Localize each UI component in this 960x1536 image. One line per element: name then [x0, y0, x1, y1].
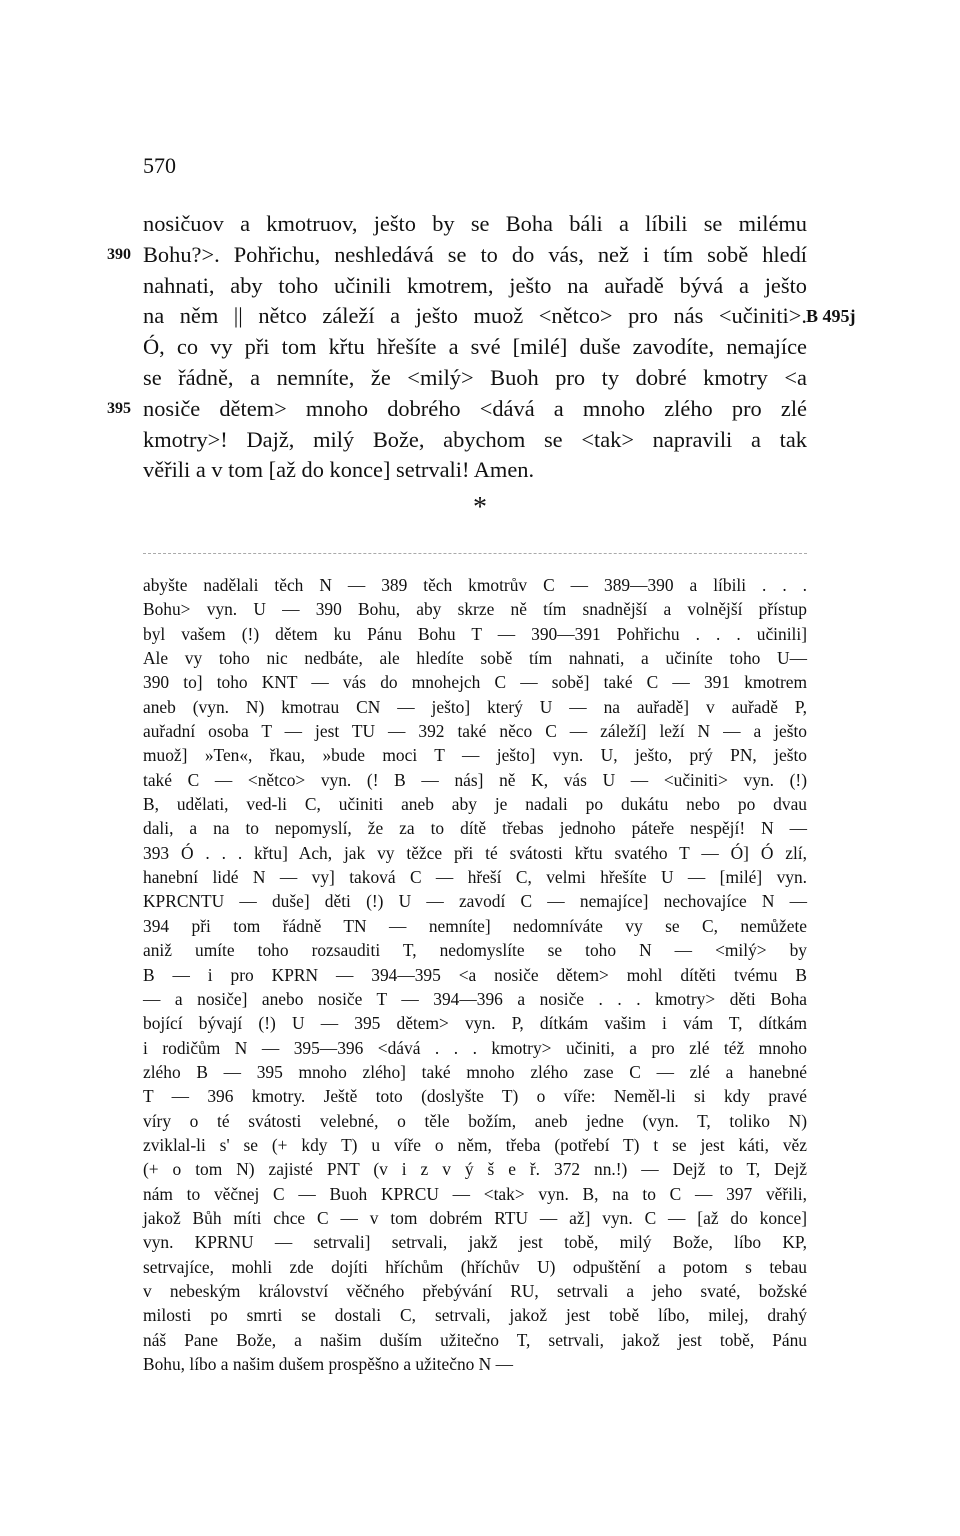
asterism: * [473, 492, 487, 523]
footnote-line: (+ o tom N) zajisté PNT (v i z v ý š e ř. 372 nn.!) — Dejž to T, Dejž [143, 1159, 807, 1180]
line-number: 390 [107, 245, 131, 263]
footnote-line: setrvajíce, mohli zde dojíti hříchům (hříchův U) odpuštění a potom s tebau [143, 1256, 807, 1277]
footnote-line: dali, a na to nepomyslí, že za to dítě třebas jednoho páteře nespějí! N — [143, 818, 807, 839]
footnote-line: bojící bývají (!) U — 395 dětem> vyn. P, dítkám vašim i vám T, dítkám [143, 1013, 807, 1034]
footnote-line: milosti po smrti se dostali C, setrvali, jakož jest tobě líbo, milej, drahý [143, 1305, 807, 1326]
footnote-line: Bohu, líbo a našim dušem prospěšno a užitečno N — [143, 1354, 513, 1374]
footnote-line: 393 Ó . . . křtu] Ach, jak vy těžce při té svátosti křtu svatého T — Ó] Ó zlí, [143, 842, 807, 863]
footnote-line: B, udělati, ved-li C, učiniti aneb aby je nadali po dukátu nebo po dvau [143, 794, 807, 815]
footnote-divider [143, 553, 807, 554]
main-line [143, 455, 807, 486]
footnote-line: muož] »Ten«, řkau, »bude moci T — ješto] vyn. U, ješto, prý PN, ješto [143, 745, 807, 766]
main-line [143, 209, 807, 240]
main-line-text: nosiče dětem> mnoho dobrého <dává a mnoho zlého pro zlé [143, 395, 807, 421]
main-line [143, 332, 807, 363]
footnote-line: zlého B — 395 mnoho zlého] také mnoho zlého zase C — zlé a hanebné [143, 1061, 807, 1082]
footnote-line: B — i pro KPRN — 394—395 <a nosiče dětem> mohl dítěti tvému B [143, 964, 807, 985]
page-number: 570 [143, 153, 176, 178]
main-line-text: kmotry>! Dajž, milý Bože, abychom se <tak> napravili a tak [143, 426, 807, 452]
line-number: 395 [107, 399, 131, 417]
footnote-line: víry o té svátosti velebné, o těle božím, aneb jedne (vyn. T, toliko N) [143, 1110, 807, 1131]
footnote-line: aniž umíte toho rozsauditi T, nedomyslíte se toho N — <milý> by [143, 940, 807, 961]
footnote-line: také C — <nětco> vyn. (! B — nás] ně K, vás U — <učiniti> vyn. (!) [143, 769, 807, 790]
footnote-line: 394 při tom řádně TN — nemníte] nedomníváte vy se C, nemůžete [143, 915, 807, 936]
footnote-line: — a nosiče] anebo nosiče T — 394—396 a nosiče . . . kmotry> děti Boha [143, 988, 807, 1009]
main-line [143, 363, 807, 394]
main-line-text: se řádně, a nemníte, že <milý> Buoh pro ty dobré kmotry <a [143, 364, 807, 390]
footnote-line: KPRCNTU — duše] děti (!) U — zavodí C — nemajíce] nechovajíce N — [143, 891, 807, 912]
main-line [107, 240, 807, 271]
main-line [143, 425, 807, 456]
footnote-line: 390 to] toho KNT — vás do mnohejch C — sobě] také C — 391 kmotrem [143, 672, 807, 693]
footnote-line: Ale vy toho nic nedbáte, ale hledíte sobě tím nahnati, a učiníte toho U— [143, 648, 807, 669]
footnote-line: aneb (vyn. N) kmotrau CN — ješto] který U — na auřadě] v auřadě P, [143, 696, 807, 717]
main-line-text: na něm || nětco záleží a ješto muož <nětco> pro nás <učiniti>. [143, 303, 807, 329]
footnote-line: nám to věčnej C — Buoh KPRCU — <tak> vyn. B, na to C — 397 věřili, [143, 1183, 807, 1204]
main-line-text: nahnati, aby toho učinili kmotrem, ješto na auřadě bývá a ješto [143, 272, 807, 298]
footnote-line: auřadní osoba T — jest TU — 392 také něco C — záleží] leží N — a ješto [143, 721, 807, 742]
main-line [143, 301, 856, 332]
main-line-text: nosičuov a kmotruov, ješto by se Boha báli a líbili se milému [143, 211, 807, 236]
main-text [107, 209, 856, 486]
main-line-text: Ó, co vy při tom křtu hřešíte a své [milé] duše zavodíte, nemajíce [143, 334, 807, 360]
footnote-line: abyšte nadělali těch N — 389 těch kmotrův C — 389—390 a líbili . . . [143, 575, 807, 595]
footnote-line: vyn. KPRNU — setrvali] setrvali, jakž jest tobě, milý Bože, líbo KP, [143, 1232, 807, 1253]
main-line-text: Bohu?>. Pohřichu, neshledává se to do vás, než i tím sobě hledí [143, 241, 807, 267]
main-line [143, 271, 807, 302]
footnote-line: Bohu> vyn. U — 390 Bohu, aby skrze ně tím snadnější a volnější přístup [143, 599, 807, 620]
footnote-line: hanební lidé N — vy] taková C — hřeší C, velmi hřešíte U — [milé] vyn. [143, 867, 807, 888]
main-line [107, 394, 807, 425]
footnote-line: byl vašem (!) dětem ku Pánu Bohu T — 390—391 Pohřichu . . . učinili] [143, 623, 807, 644]
marginal-reference: B 495j [806, 306, 856, 327]
footnote-line: náš Pane Bože, a našim duším užitečno T, setrvali, jakož jest tobě, Pánu [143, 1329, 807, 1350]
footnote-line: jakož Bůh míti chce C — v tom dobrém RTU — až] vyn. C — [až do konce] [143, 1207, 807, 1228]
main-line-text: věřili a v tom [až do konce] setrvali! Amen. [143, 457, 535, 483]
footnote-line: zviklal-li s' se (+ kdy T) u víře o něm, třeba (potřebí T) t se jest káti, věz [143, 1134, 807, 1155]
footnote-line: v nebeským království věčného přebývání RU, setrvali a jeho svaté, božské [143, 1280, 807, 1301]
footnote-line: T — 396 kmotry. Ještě toto (doslyšte T) o víře: Neměl-li si kdy pravé [143, 1086, 807, 1107]
footnote-line: i rodičům N — 395—396 <dává . . . kmotry> učiniti, a pro zlé též mnoho [143, 1037, 807, 1058]
footnotes-apparatus [143, 573, 807, 1376]
